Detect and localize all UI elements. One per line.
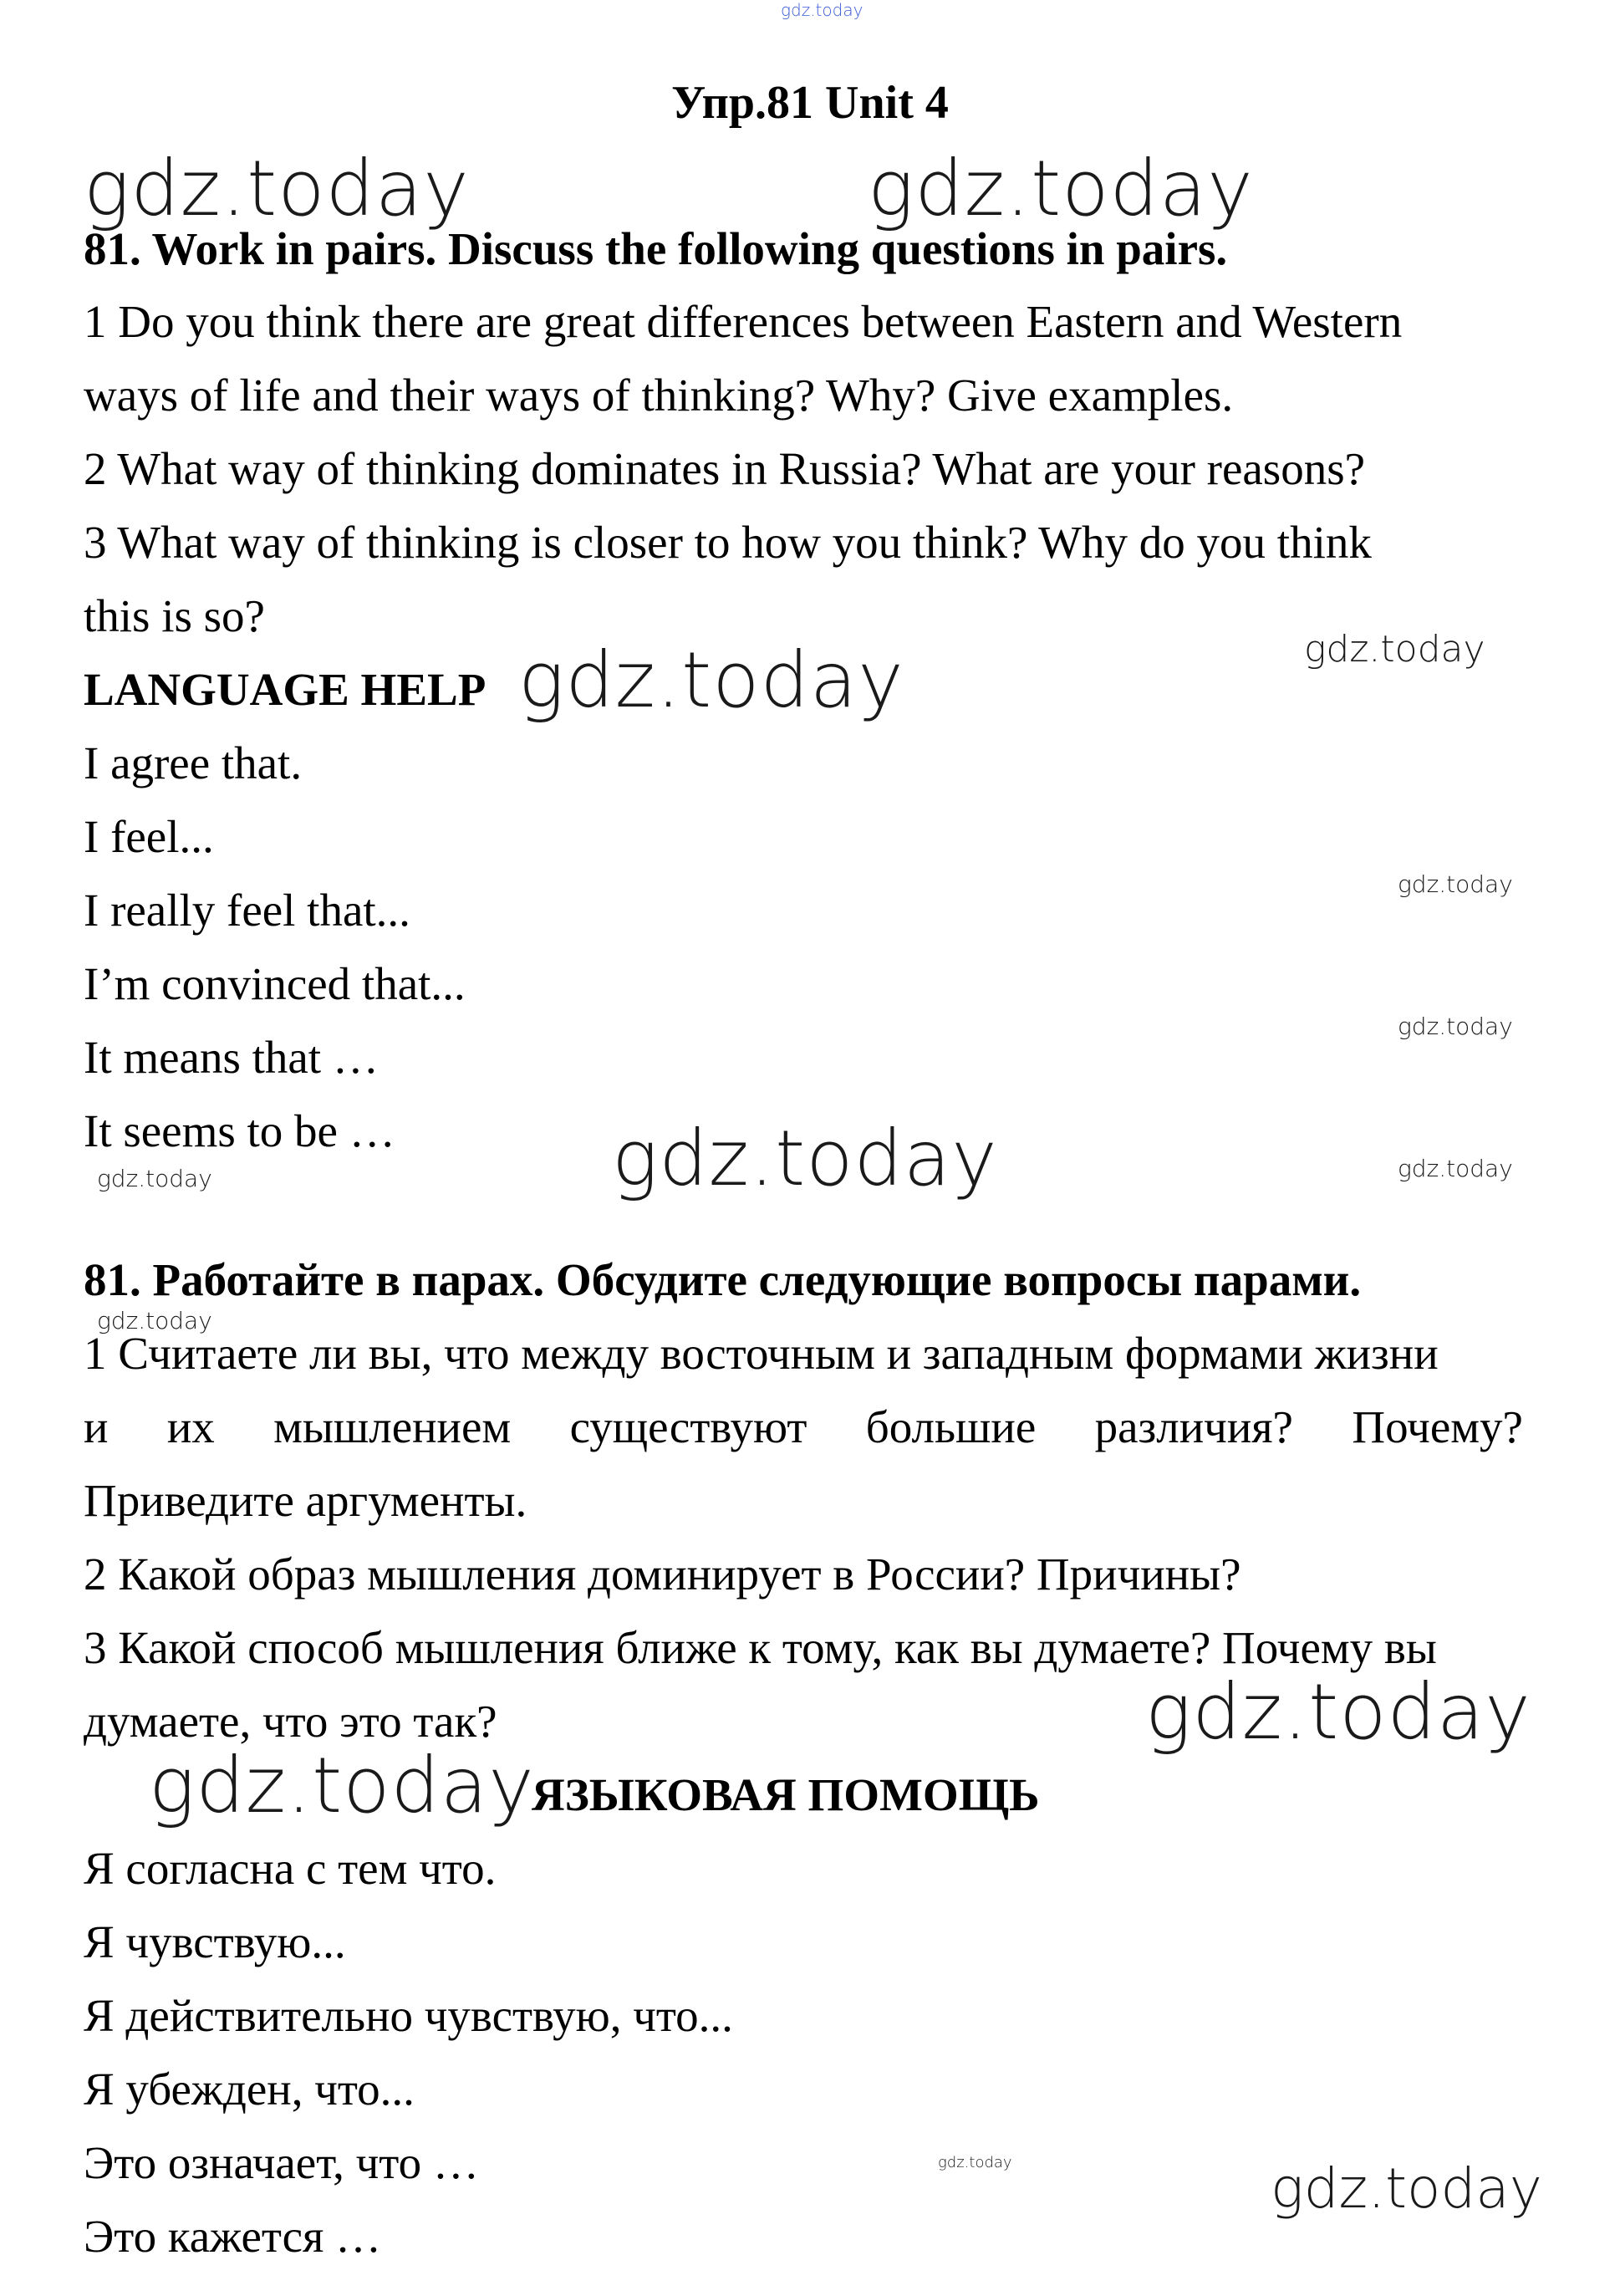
- english-help-heading: LANGUAGE HELP: [84, 664, 487, 715]
- word: мышлением: [273, 1401, 512, 1452]
- russian-phrase: Это означает, что …: [84, 2137, 479, 2188]
- watermark: gdz.today: [84, 144, 470, 233]
- english-phrase: It means that …: [84, 1032, 379, 1083]
- watermark: gdz.today: [1304, 628, 1485, 671]
- russian-phrase: Я действительно чувствую, что...: [84, 1990, 733, 2041]
- word: различия?: [1094, 1401, 1293, 1452]
- watermark: gdz.today: [1398, 1155, 1513, 1182]
- russian-question-1-line-2: [84, 1398, 1523, 1457]
- word: и: [84, 1401, 109, 1452]
- watermark: gdz.today: [1145, 1667, 1531, 1757]
- word: Почему?: [1352, 1401, 1523, 1452]
- word: большие: [865, 1401, 1037, 1452]
- russian-question-3-line-2: думаете, что это так?: [84, 1696, 497, 1747]
- russian-task-heading: 81. Работайте в парах. Обсудите следующие вопросы парами.: [84, 1254, 1362, 1305]
- watermark: gdz.today: [1271, 2156, 1542, 2221]
- russian-question-1-line-1: 1 Считаете ли вы, что между восточным и западным формами жизни: [84, 1328, 1439, 1379]
- english-phrase: I’m convinced that...: [84, 958, 466, 1009]
- watermark: gdz.today: [97, 1165, 212, 1192]
- english-phrase: I feel...: [84, 811, 214, 862]
- russian-help-heading: ЯЗЫКОВАЯ ПОМОЩЬ: [532, 1769, 1040, 1820]
- english-question-3-line-2: this is so?: [84, 590, 265, 641]
- english-phrase: I really feel that...: [84, 885, 410, 936]
- english-question-2: 2 What way of thinking dominates in Russia? What are your reasons?: [84, 443, 1366, 494]
- watermark: gdz.today: [938, 2154, 1012, 2171]
- english-phrase: It seems to be …: [84, 1105, 395, 1156]
- watermark: gdz.today: [518, 635, 904, 725]
- watermark: gdz.today: [612, 1114, 998, 1203]
- russian-question-3-line-1: 3 Какой способ мышления ближе к тому, как вы думаете? Почему вы: [84, 1622, 1437, 1673]
- russian-question-2: 2 Какой образ мышления доминирует в России? Причины?: [84, 1549, 1241, 1600]
- russian-phrase: Я чувствую...: [84, 1916, 346, 1967]
- word: существуют: [569, 1401, 807, 1452]
- english-phrase: I agree that.: [84, 737, 303, 788]
- english-question-3-line-1: 3 What way of thinking is closer to how you think? Why do you think: [84, 517, 1372, 568]
- page-title: Упр.81 Unit 4: [671, 77, 949, 129]
- watermark: gdz.today: [1398, 870, 1513, 898]
- watermark: gdz.today: [149, 1741, 535, 1830]
- russian-phrase: Я убежден, что...: [84, 2064, 415, 2115]
- english-question-1-line-1: 1 Do you think there are great differences between Eastern and Western: [84, 296, 1403, 347]
- russian-question-1-line-3: Приведите аргументы.: [84, 1475, 527, 1526]
- russian-phrase: Это кажется …: [84, 2211, 382, 2262]
- english-question-1-line-2: ways of life and their ways of thinking? Why? Give examples.: [84, 370, 1234, 421]
- word: их: [166, 1401, 215, 1452]
- top-watermark: gdz.today: [781, 0, 863, 20]
- english-task-heading: 81. Work in pairs. Discuss the following questions in pairs.: [84, 223, 1228, 274]
- watermark: gdz.today: [868, 144, 1254, 233]
- watermark: gdz.today: [97, 1307, 212, 1334]
- russian-phrase: Я согласна с тем что.: [84, 1843, 497, 1894]
- watermark: gdz.today: [1398, 1013, 1513, 1040]
